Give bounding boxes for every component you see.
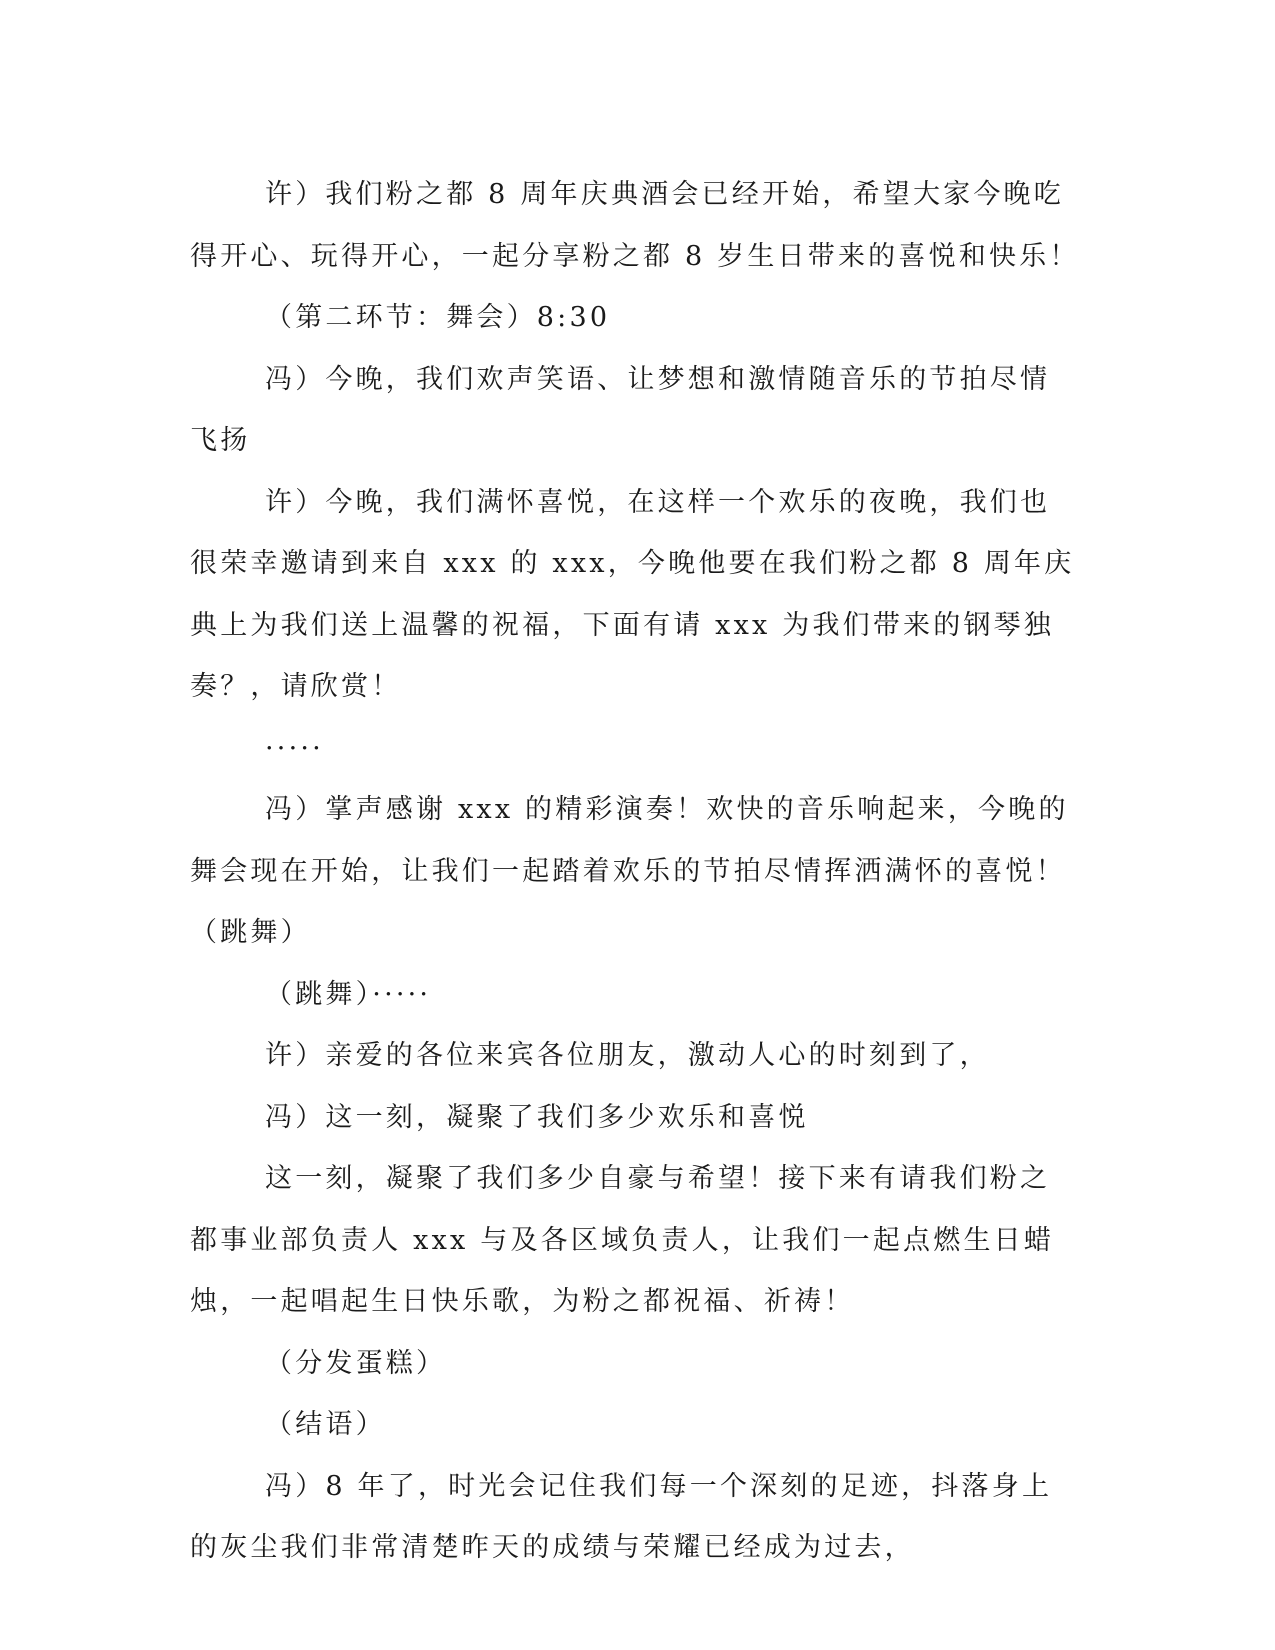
paragraph-3: 冯）今晚，我们欢声笑语、让梦想和激情随音乐的节拍尽情飞扬 — [190, 363, 1051, 456]
paragraph-6: 冯）掌声感谢 xxx 的精彩演奏！欢快的音乐响起来，今晚的舞会现在开始，让我们一起踏着欢乐的节拍尽情挥洒满怀的喜悦！（跳舞） — [190, 794, 1069, 948]
paragraph-9: 冯）这一刻，凝聚了我们多少欢乐和喜悦 — [265, 1101, 809, 1133]
paragraph-12: （结语） — [265, 1409, 386, 1440]
paragraph-13: 冯）8 年了，时光会记住我们每一个深刻的足迹，抖落身上的灰尘我们非常清楚昨天的成绩与荣耀已经成为过去， — [190, 1470, 1053, 1563]
paragraph-1: 许）我们粉之都 8 周年庆典酒会已经开始，希望大家今晚吃得开心、玩得开心，一起分享粉之都 8 岁生日带来的喜悦和快乐！ — [190, 179, 1080, 272]
paragraph-8: 许）亲爱的各位来宾各位朋友，激动人心的时刻到了， — [265, 1040, 990, 1071]
paragraph-10: 这一刻，凝聚了我们多少自豪与希望！接下来有请我们粉之都事业部负责人 xxx 与及各区域负责人，让我们一起点燃生日蜡烛，一起唱起生日快乐歌，为粉之都祝福、祈祷！ — [190, 1163, 1055, 1317]
paragraph-2: （第二环节：舞会）8:30 — [265, 302, 611, 333]
document-body — [190, 164, 1080, 1579]
paragraph-4: 许）今晚，我们满怀喜悦，在这样一个欢乐的夜晚，我们也很荣幸邀请到来自 xxx 的 xxx，今晚他要在我们粉之都 8 周年庆典上为我们送上温馨的祝福，下面有请 xxx 为我们带来的钢琴独奏？，请欣赏！ — [190, 486, 1075, 702]
paragraph-11: （分发蛋糕） — [265, 1347, 447, 1379]
paragraph-7: （跳舞）····· — [265, 978, 432, 1010]
paragraph-5: ····· — [265, 732, 324, 764]
